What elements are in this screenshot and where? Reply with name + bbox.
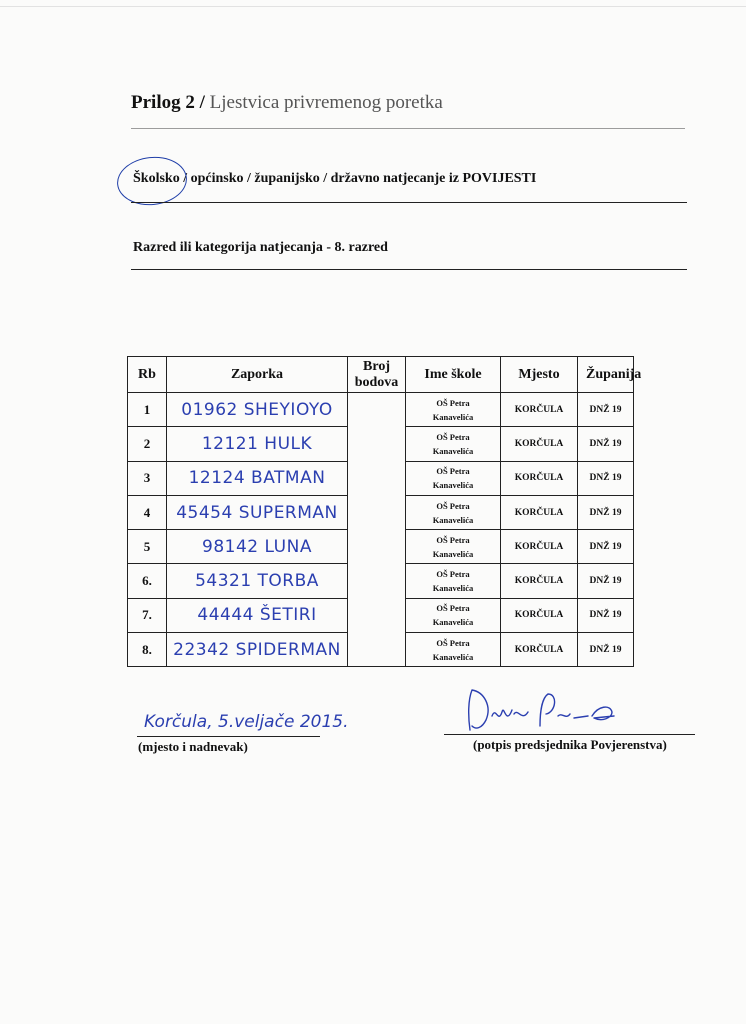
header-zupanija [578,357,642,393]
title-prefix: Prilog 2 / [131,92,205,113]
school-line-1: OŠ Petra [436,500,470,511]
row-rb: 8. [128,633,167,667]
handwritten-circle-mark [115,153,190,208]
row-zupanija: DNŽ 19 [578,427,634,461]
row-mjesto: KORČULA [501,427,578,461]
school-line-1: OŠ Petra [436,466,470,477]
row-zupanija: DNŽ 19 [578,461,634,495]
competition-underline [131,202,687,203]
row-zupanija: DNŽ 19 [578,598,634,632]
school-line-2: Kanavelića [432,617,474,628]
row-mjesto: KORČULA [501,393,578,427]
row-rb: 6. [128,564,167,598]
school-line-1: OŠ Petra [436,397,470,408]
signature-image [462,686,622,734]
row-zaporka: 98142 LUNA [167,530,348,564]
header-mjesto: Mjesto [501,357,578,393]
school-line-2: Kanavelića [432,480,474,491]
row-mjesto: KORČULA [501,633,578,667]
row-ime-skole [406,461,501,495]
row-rb: 1 [128,393,167,427]
row-mjesto: KORČULA [501,495,578,529]
row-mjesto: KORČULA [501,564,578,598]
signature-caption: (potpis predsjednika Povjerenstva) [473,737,667,752]
row-zupanija: DNŽ 19 [578,495,634,529]
category-underline [131,269,687,270]
school-line-1: OŠ Petra [436,603,470,614]
header-broj-bodova-text: Broj bodova [354,358,399,390]
header-ime-skole: Ime škole [406,357,501,393]
row-ime-skole [406,633,501,667]
header-zupanija-text: Županija [586,366,642,382]
header-rb: Rb [128,357,167,393]
row-zaporka: 01962 SHEYIOYO [167,393,348,427]
handwritten-place-date: Korčula, 5.veljače 2015. [144,712,349,732]
school-line-2: Kanavelića [432,445,474,456]
row-zaporka: 22342 SPIDERMAN [167,633,348,667]
school-line-2: Kanavelića [432,651,474,662]
school-line-1: OŠ Petra [436,534,470,545]
row-mjesto: KORČULA [501,530,578,564]
school-line-1: OŠ Petra [436,431,470,442]
row-zaporka: 44444 ŠETIRI [167,598,348,632]
row-ime-skole [406,530,501,564]
row-zaporka: 12124 BATMAN [167,461,348,495]
row-rb: 4 [128,495,167,529]
school-line-2: Kanavelića [432,548,474,559]
row-mjesto: KORČULA [501,598,578,632]
row-rb: 7. [128,598,167,632]
row-ime-skole [406,598,501,632]
row-ime-skole [406,495,501,529]
row-ime-skole [406,393,501,427]
table-header-row [128,357,634,393]
row-zupanija: DNŽ 19 [578,530,634,564]
row-zupanija: DNŽ 19 [578,393,634,427]
school-line-2: Kanavelića [432,514,474,525]
table-row [128,393,634,427]
place-date-caption: (mjesto i nadnevak) [138,739,248,754]
header-zaporka: Zaporka [167,357,348,393]
row-zupanija: DNŽ 19 [578,564,634,598]
competition-level-line: Školsko / općinsko / županijsko / državno natjecanje iz POVIJESTI [133,171,537,186]
signature-line [444,734,695,735]
row-zaporka: 54321 TORBA [167,564,348,598]
row-zaporka: 45454 SUPERMAN [167,495,348,529]
row-rb: 3 [128,461,167,495]
header-broj-bodova [348,357,406,393]
school-line-1: OŠ Petra [436,637,470,648]
title-underline [131,128,685,129]
row-rb: 2 [128,427,167,461]
school-line-1: OŠ Petra [436,569,470,580]
school-line-2: Kanavelića [432,411,474,422]
row-ime-skole [406,564,501,598]
results-table [127,356,642,667]
title-subtitle: Ljestvica privremenog poretka [209,92,443,113]
document-title [131,92,443,114]
row-zaporka: 12121 HULK [167,427,348,461]
school-line-2: Kanavelića [432,583,474,594]
row-zupanija: DNŽ 19 [578,633,634,667]
place-date-line [137,736,320,737]
row-mjesto: KORČULA [501,461,578,495]
row-rb: 5 [128,530,167,564]
scan-edge-line [0,6,746,7]
category-line: Razred ili kategorija natjecanja - 8. razred [133,240,388,255]
broj-bodova-column [348,393,406,667]
row-ime-skole [406,427,501,461]
